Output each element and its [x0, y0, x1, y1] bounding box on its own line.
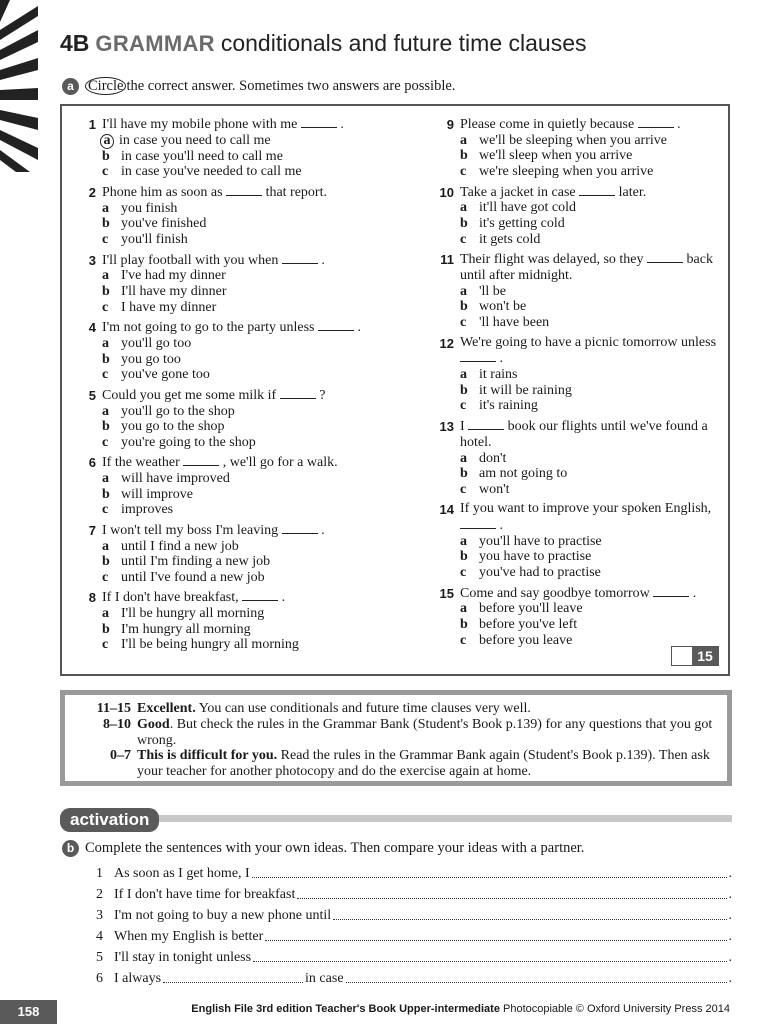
- question-number: 4: [88, 320, 96, 336]
- page-title: [60, 30, 586, 57]
- question-number: 2: [88, 184, 96, 200]
- option-letter: b: [460, 215, 468, 231]
- stem-text: .: [677, 117, 681, 132]
- answer-option[interactable]: [102, 367, 404, 383]
- questions-box: [60, 104, 730, 676]
- prompt-number: 5: [96, 950, 103, 965]
- prompt-end: .: [728, 929, 732, 944]
- option-text: you'll have to practise: [479, 533, 602, 549]
- answer-blank[interactable]: [242, 589, 278, 601]
- option-letter: b: [460, 148, 468, 164]
- option-letter: b: [460, 617, 468, 633]
- answer-blank[interactable]: [301, 116, 337, 128]
- option-letter: b: [460, 299, 468, 315]
- answer-blank[interactable]: [460, 350, 496, 362]
- answer-blank[interactable]: [226, 184, 262, 196]
- option-text: until I'm finding a new job: [121, 554, 271, 570]
- answer-option[interactable]: [460, 164, 722, 180]
- score-box: [671, 646, 719, 666]
- score-band: [73, 717, 719, 749]
- stem-text: .: [321, 522, 325, 538]
- prompt-end: .: [728, 887, 732, 902]
- answer-option[interactable]: [460, 617, 722, 633]
- option-letter: c: [460, 565, 467, 581]
- stem-text: Their flight was delayed, so they: [460, 252, 644, 268]
- question-item: [74, 184, 404, 248]
- answer-option[interactable]: [102, 502, 404, 518]
- answer-blank[interactable]: [653, 585, 689, 597]
- scoring-box: [60, 690, 732, 786]
- option-text: you go too: [121, 351, 181, 367]
- answer-option[interactable]: [460, 299, 722, 315]
- option-text: I've had my dinner: [121, 268, 226, 284]
- question-stem: [102, 454, 404, 471]
- option-letter: c: [102, 164, 109, 180]
- question-number: 5: [88, 387, 96, 403]
- answer-option[interactable]: [102, 300, 404, 316]
- stem-text: I'm not going to go to the party unless: [102, 320, 315, 336]
- option-letter: a: [100, 134, 114, 149]
- option-text: it's raining: [479, 398, 538, 414]
- question-item: [74, 522, 404, 586]
- answer-blank[interactable]: [638, 116, 674, 128]
- answer-option[interactable]: [102, 216, 404, 232]
- option-letter: a: [460, 200, 467, 216]
- answer-line[interactable]: [163, 982, 303, 983]
- question-stem: [460, 335, 722, 368]
- stem-text: .: [692, 585, 697, 601]
- score-feedback: [137, 717, 719, 749]
- answer-option[interactable]: [460, 601, 722, 617]
- prompt-end: .: [728, 866, 732, 881]
- prompt-number: 1: [96, 866, 103, 881]
- option-text: am not going to: [479, 466, 568, 482]
- answer-option[interactable]: [460, 232, 722, 248]
- option-letter: a: [460, 450, 467, 466]
- stem-text: .: [321, 252, 325, 268]
- answer-option[interactable]: [102, 554, 404, 570]
- questions-column-right: [432, 116, 722, 652]
- stem-text: Take a jacket in case: [460, 184, 576, 200]
- stem-text: .: [499, 518, 503, 534]
- answer-option[interactable]: [102, 149, 404, 165]
- question-item: [432, 184, 722, 248]
- option-text: you've had to practise: [479, 565, 601, 581]
- score-input[interactable]: [672, 647, 692, 665]
- option-text: it gets cold: [479, 231, 541, 247]
- question-stem: [102, 252, 404, 269]
- option-text: will improve: [121, 486, 193, 502]
- option-letter: b: [102, 216, 110, 232]
- option-letter: c: [460, 163, 467, 179]
- activation-banner: [60, 808, 732, 832]
- option-text: before you've left: [479, 617, 578, 633]
- prompt-end: .: [728, 971, 732, 986]
- option-text: you have to practise: [479, 549, 592, 565]
- questions-column-left: [74, 116, 404, 657]
- option-text: I'll be hungry all morning: [121, 606, 265, 622]
- feedback-heading: This is difficult for you.: [137, 748, 278, 764]
- prompt-text: I'll stay in tonight unless: [114, 950, 252, 965]
- answer-option[interactable]: [102, 201, 404, 217]
- sentence-prompt: [96, 861, 732, 882]
- prompt-number: 6: [96, 971, 103, 986]
- option-letter: c: [102, 231, 109, 247]
- score-range: 0–7: [110, 748, 131, 764]
- question-stem: [102, 387, 404, 404]
- answer-line[interactable]: [252, 877, 727, 878]
- question-item: [74, 454, 404, 518]
- sentence-prompt: [96, 903, 732, 924]
- feedback-text: . But check the rules in the Grammar Bank (Student's Book p.139) for any questions that you got wrong.: [137, 716, 713, 748]
- question-item: [74, 252, 404, 316]
- answer-option[interactable]: [460, 133, 722, 149]
- instruction-text: Complete the sentences with your own ideas. Then compare your ideas with a partner.: [85, 840, 585, 856]
- prompt-number: 3: [96, 908, 103, 923]
- option-letter: c: [102, 637, 109, 653]
- stem-text: If the weather: [102, 455, 180, 471]
- question-stem: [102, 116, 404, 133]
- answer-option[interactable]: [460, 383, 722, 399]
- option-text: it's getting cold: [479, 215, 565, 231]
- stem-text: later.: [618, 184, 647, 200]
- option-letter: b: [102, 486, 110, 502]
- page-number: 158: [0, 1000, 57, 1024]
- option-letter: c: [460, 231, 467, 247]
- question-item: [74, 116, 404, 180]
- option-text: you're going to the shop: [121, 434, 256, 450]
- feedback-heading: Good: [137, 716, 170, 732]
- option-letter: c: [460, 481, 467, 497]
- option-letter: a: [460, 132, 467, 148]
- question-number: 9: [446, 117, 454, 132]
- answer-option[interactable]: [102, 471, 404, 487]
- stem-text: If I don't have breakfast,: [102, 590, 239, 606]
- prompt-text: I always: [114, 971, 162, 986]
- option-text: don't: [479, 450, 507, 466]
- option-text: improves: [121, 502, 174, 518]
- circled-word: Circle: [85, 77, 126, 95]
- question-stem: [102, 522, 404, 539]
- option-letter: a: [460, 533, 467, 549]
- answer-line[interactable]: [333, 919, 726, 920]
- question-item: [74, 319, 404, 383]
- stem-text: If you want to improve your spoken English,: [460, 501, 712, 517]
- answer-blank[interactable]: [280, 387, 316, 399]
- option-letter: a: [102, 403, 109, 419]
- question-item: [432, 501, 722, 580]
- stem-text: Phone him as soon as: [102, 184, 223, 200]
- answer-option[interactable]: [460, 367, 722, 383]
- option-letter: a: [102, 538, 109, 554]
- stem-text: .: [281, 590, 286, 606]
- option-text: I'll be being hungry all morning: [121, 637, 299, 653]
- option-text: won't: [479, 481, 510, 497]
- option-text: before you'll leave: [479, 601, 583, 617]
- answer-option[interactable]: [102, 419, 404, 435]
- prompt-number: 2: [96, 887, 103, 902]
- answer-option[interactable]: [102, 232, 404, 248]
- question-number: 8: [88, 590, 96, 606]
- stem-text: back until after midnight.: [460, 252, 713, 283]
- exercise-a-instruction: [62, 78, 455, 95]
- prompt-end: .: [728, 950, 732, 965]
- question-item: [432, 335, 722, 414]
- option-text: in case you'll need to call me: [121, 148, 283, 164]
- option-letter: a: [102, 606, 109, 622]
- answer-option[interactable]: [460, 315, 722, 331]
- banner-rule: [60, 815, 732, 822]
- question-number: 7: [88, 522, 96, 538]
- answer-blank[interactable]: [183, 454, 219, 466]
- option-text: you finish: [121, 200, 178, 216]
- stem-text: , we'll go for a walk.: [222, 455, 338, 471]
- exercise-a-badge: a: [62, 78, 79, 95]
- question-number: 3: [88, 252, 96, 268]
- instruction-text: the correct answer. Sometimes two answers are possible.: [126, 78, 456, 94]
- option-letter: c: [460, 314, 467, 330]
- answer-option[interactable]: [102, 164, 404, 180]
- answer-blank[interactable]: [282, 522, 318, 534]
- answer-line[interactable]: [265, 940, 726, 941]
- option-letter: b: [460, 549, 468, 565]
- option-text: before you leave: [479, 632, 573, 648]
- answer-blank[interactable]: [460, 517, 496, 529]
- answer-line[interactable]: [346, 982, 727, 983]
- sentence-prompt: [96, 945, 732, 966]
- answer-option[interactable]: [460, 482, 722, 498]
- option-letter: a: [460, 367, 467, 383]
- option-letter: c: [102, 434, 109, 450]
- question-number: 12: [439, 335, 454, 351]
- exercise-b-instruction: [62, 840, 584, 857]
- question-stem: [460, 251, 722, 284]
- option-text: until I've found a new job: [121, 569, 265, 585]
- prompt-text: If I don't have time for breakfast: [114, 887, 296, 902]
- title-section: GRAMMAR: [95, 31, 215, 56]
- feedback-text: You can use conditionals and future time clauses very well.: [195, 701, 531, 716]
- option-text: will have improved: [121, 471, 230, 487]
- option-letter: b: [460, 382, 468, 398]
- prompt-end: .: [728, 908, 732, 923]
- option-text: I'm hungry all morning: [121, 621, 251, 637]
- option-text: you'll go too: [121, 335, 192, 351]
- sentence-prompt: [96, 966, 732, 987]
- question-number: 6: [88, 455, 96, 471]
- option-letter: b: [102, 283, 110, 299]
- answer-option[interactable]: [460, 466, 722, 482]
- score-range: 11–15: [96, 701, 131, 716]
- option-letter: c: [102, 569, 109, 585]
- sentence-prompt: [96, 924, 732, 945]
- stem-text: that report.: [265, 184, 327, 200]
- question-number: 15: [439, 585, 454, 601]
- activation-heading: activation: [60, 808, 159, 832]
- title-topic: conditionals and future time clauses: [220, 30, 587, 56]
- question-item: [432, 116, 722, 180]
- stem-text: I'll have my mobile phone with me: [102, 117, 298, 132]
- book-title: English File 3rd edition Teacher's Book Upper-intermediate: [191, 1003, 500, 1015]
- option-text: we're sleeping when you arrive: [479, 163, 654, 179]
- answer-option[interactable]: [460, 451, 722, 467]
- option-text: you'll finish: [121, 231, 188, 247]
- option-text: in case you need to call me: [119, 132, 271, 148]
- option-text: we'll sleep when you arrive: [479, 148, 633, 164]
- answer-option[interactable]: [102, 539, 404, 555]
- option-text: it will be raining: [479, 382, 572, 398]
- question-number: 14: [439, 502, 454, 518]
- answer-option[interactable]: [460, 148, 722, 164]
- option-letter: b: [102, 419, 110, 435]
- option-letter: a: [460, 601, 467, 617]
- answer-option[interactable]: [102, 284, 404, 300]
- option-text: you'll go to the shop: [121, 403, 235, 419]
- stem-text: Come and say goodbye tomorrow: [460, 585, 650, 601]
- question-item: [74, 589, 404, 653]
- option-letter: c: [460, 632, 467, 648]
- score-range: 8–10: [103, 716, 131, 732]
- stem-text: .: [499, 351, 503, 367]
- option-text: in case you've needed to call me: [121, 164, 302, 180]
- answer-option[interactable]: [102, 352, 404, 368]
- stem-text: Please come in quietly because: [460, 117, 635, 132]
- answer-option[interactable]: [102, 637, 404, 653]
- option-text: until I find a new job: [121, 538, 239, 554]
- stem-text: I: [460, 418, 465, 434]
- stem-text: ?: [319, 387, 326, 403]
- answer-option[interactable]: [460, 565, 722, 581]
- option-letter: a: [102, 471, 109, 487]
- prompt-number: 4: [96, 929, 103, 944]
- option-letter: a: [102, 200, 109, 216]
- score-band: [73, 748, 719, 780]
- score-feedback: [137, 748, 719, 780]
- prompt-text: in case: [305, 971, 344, 986]
- stem-text: I won't tell my boss I'm leaving: [102, 522, 279, 538]
- option-letter: a: [102, 268, 109, 284]
- option-letter: b: [102, 554, 110, 570]
- copyright: Photocopiable © Oxford University Press 2014: [503, 1003, 730, 1015]
- answer-option[interactable]: [102, 336, 404, 352]
- feedback-heading: Excellent.: [137, 701, 196, 716]
- answer-option[interactable]: [102, 606, 404, 622]
- answer-option[interactable]: [460, 398, 722, 414]
- option-letter: a: [460, 283, 467, 299]
- question-stem: [102, 589, 404, 606]
- stem-text: Could you get me some milk if: [102, 387, 277, 403]
- option-letter: a: [102, 335, 109, 351]
- option-text: I'll have my dinner: [121, 283, 227, 299]
- sentence-prompt: [96, 882, 732, 903]
- option-letter: c: [102, 502, 109, 518]
- answer-option[interactable]: [102, 622, 404, 638]
- exercise-b-badge: b: [62, 840, 79, 857]
- question-number: 10: [439, 184, 454, 200]
- question-stem: [460, 418, 722, 451]
- option-letter: b: [460, 466, 468, 482]
- question-item: [74, 387, 404, 451]
- question-number: 1: [88, 117, 96, 132]
- question-stem: [102, 319, 404, 336]
- answer-option[interactable]: [102, 133, 404, 149]
- answer-blank[interactable]: [579, 184, 615, 196]
- answer-option[interactable]: [460, 200, 722, 216]
- question-stem: [102, 184, 404, 201]
- option-letter: b: [102, 351, 110, 367]
- prompt-text: As soon as I get home, I: [114, 866, 250, 881]
- score-band: [73, 701, 719, 717]
- option-text: you've gone too: [121, 367, 210, 383]
- option-text: 'll have been: [479, 314, 550, 330]
- option-text: we'll be sleeping when you arrive: [479, 132, 667, 148]
- question-number: 13: [439, 418, 454, 434]
- option-text: 'll be: [479, 283, 507, 299]
- answer-line[interactable]: [297, 898, 726, 899]
- question-item: [432, 251, 722, 330]
- stem-text: .: [357, 320, 362, 336]
- answer-option[interactable]: [460, 534, 722, 550]
- footer-credit: [191, 1003, 730, 1015]
- option-letter: c: [102, 299, 109, 315]
- score-total: 15: [692, 647, 718, 665]
- sunburst-decoration: [0, 0, 38, 172]
- option-text: won't be: [479, 299, 527, 315]
- answer-blank[interactable]: [318, 319, 354, 331]
- prompt-text: When my English is better: [114, 929, 264, 944]
- question-item: [432, 418, 722, 497]
- answer-option[interactable]: [102, 404, 404, 420]
- question-stem: [460, 116, 722, 133]
- option-letter: c: [102, 367, 109, 383]
- answer-option[interactable]: [102, 268, 404, 284]
- question-stem: [460, 184, 722, 201]
- stem-text: .: [340, 117, 344, 132]
- option-letter: b: [102, 621, 110, 637]
- option-text: it rains: [479, 367, 518, 383]
- answer-blank[interactable]: [647, 251, 683, 263]
- answer-option[interactable]: [102, 487, 404, 503]
- stem-text: I'll play football with you when: [102, 252, 279, 268]
- answer-option[interactable]: [102, 570, 404, 586]
- option-text: it'll have got cold: [479, 200, 577, 216]
- feedback-text: Read the rules in the Grammar Bank again (Student's Book p.139). Then ask your teacher for another photocopy and do the exercise again at home.: [137, 748, 710, 780]
- answer-line[interactable]: [253, 961, 726, 962]
- answer-option[interactable]: [460, 216, 722, 232]
- prompt-text: I'm not going to buy a new phone until: [114, 908, 332, 923]
- answer-blank[interactable]: [282, 252, 318, 264]
- option-text: I have my dinner: [121, 299, 217, 315]
- answer-option[interactable]: [460, 549, 722, 565]
- option-text: you've finished: [121, 216, 207, 232]
- question-item: [432, 585, 722, 649]
- activation-list: [96, 861, 732, 987]
- question-number: 11: [440, 252, 454, 268]
- option-text: you go to the shop: [121, 419, 225, 435]
- question-stem: [460, 501, 722, 534]
- title-code: 4B: [60, 30, 90, 56]
- stem-text: We're going to have a picnic tomorrow unless: [460, 334, 717, 350]
- answer-option[interactable]: [460, 284, 722, 300]
- answer-option[interactable]: [102, 435, 404, 451]
- score-feedback: [137, 701, 719, 717]
- question-stem: [460, 585, 722, 602]
- answer-blank[interactable]: [468, 418, 504, 430]
- option-letter: c: [460, 398, 467, 414]
- stem-text: book our flights until we've found a hotel.: [460, 418, 708, 450]
- option-letter: b: [102, 148, 110, 164]
